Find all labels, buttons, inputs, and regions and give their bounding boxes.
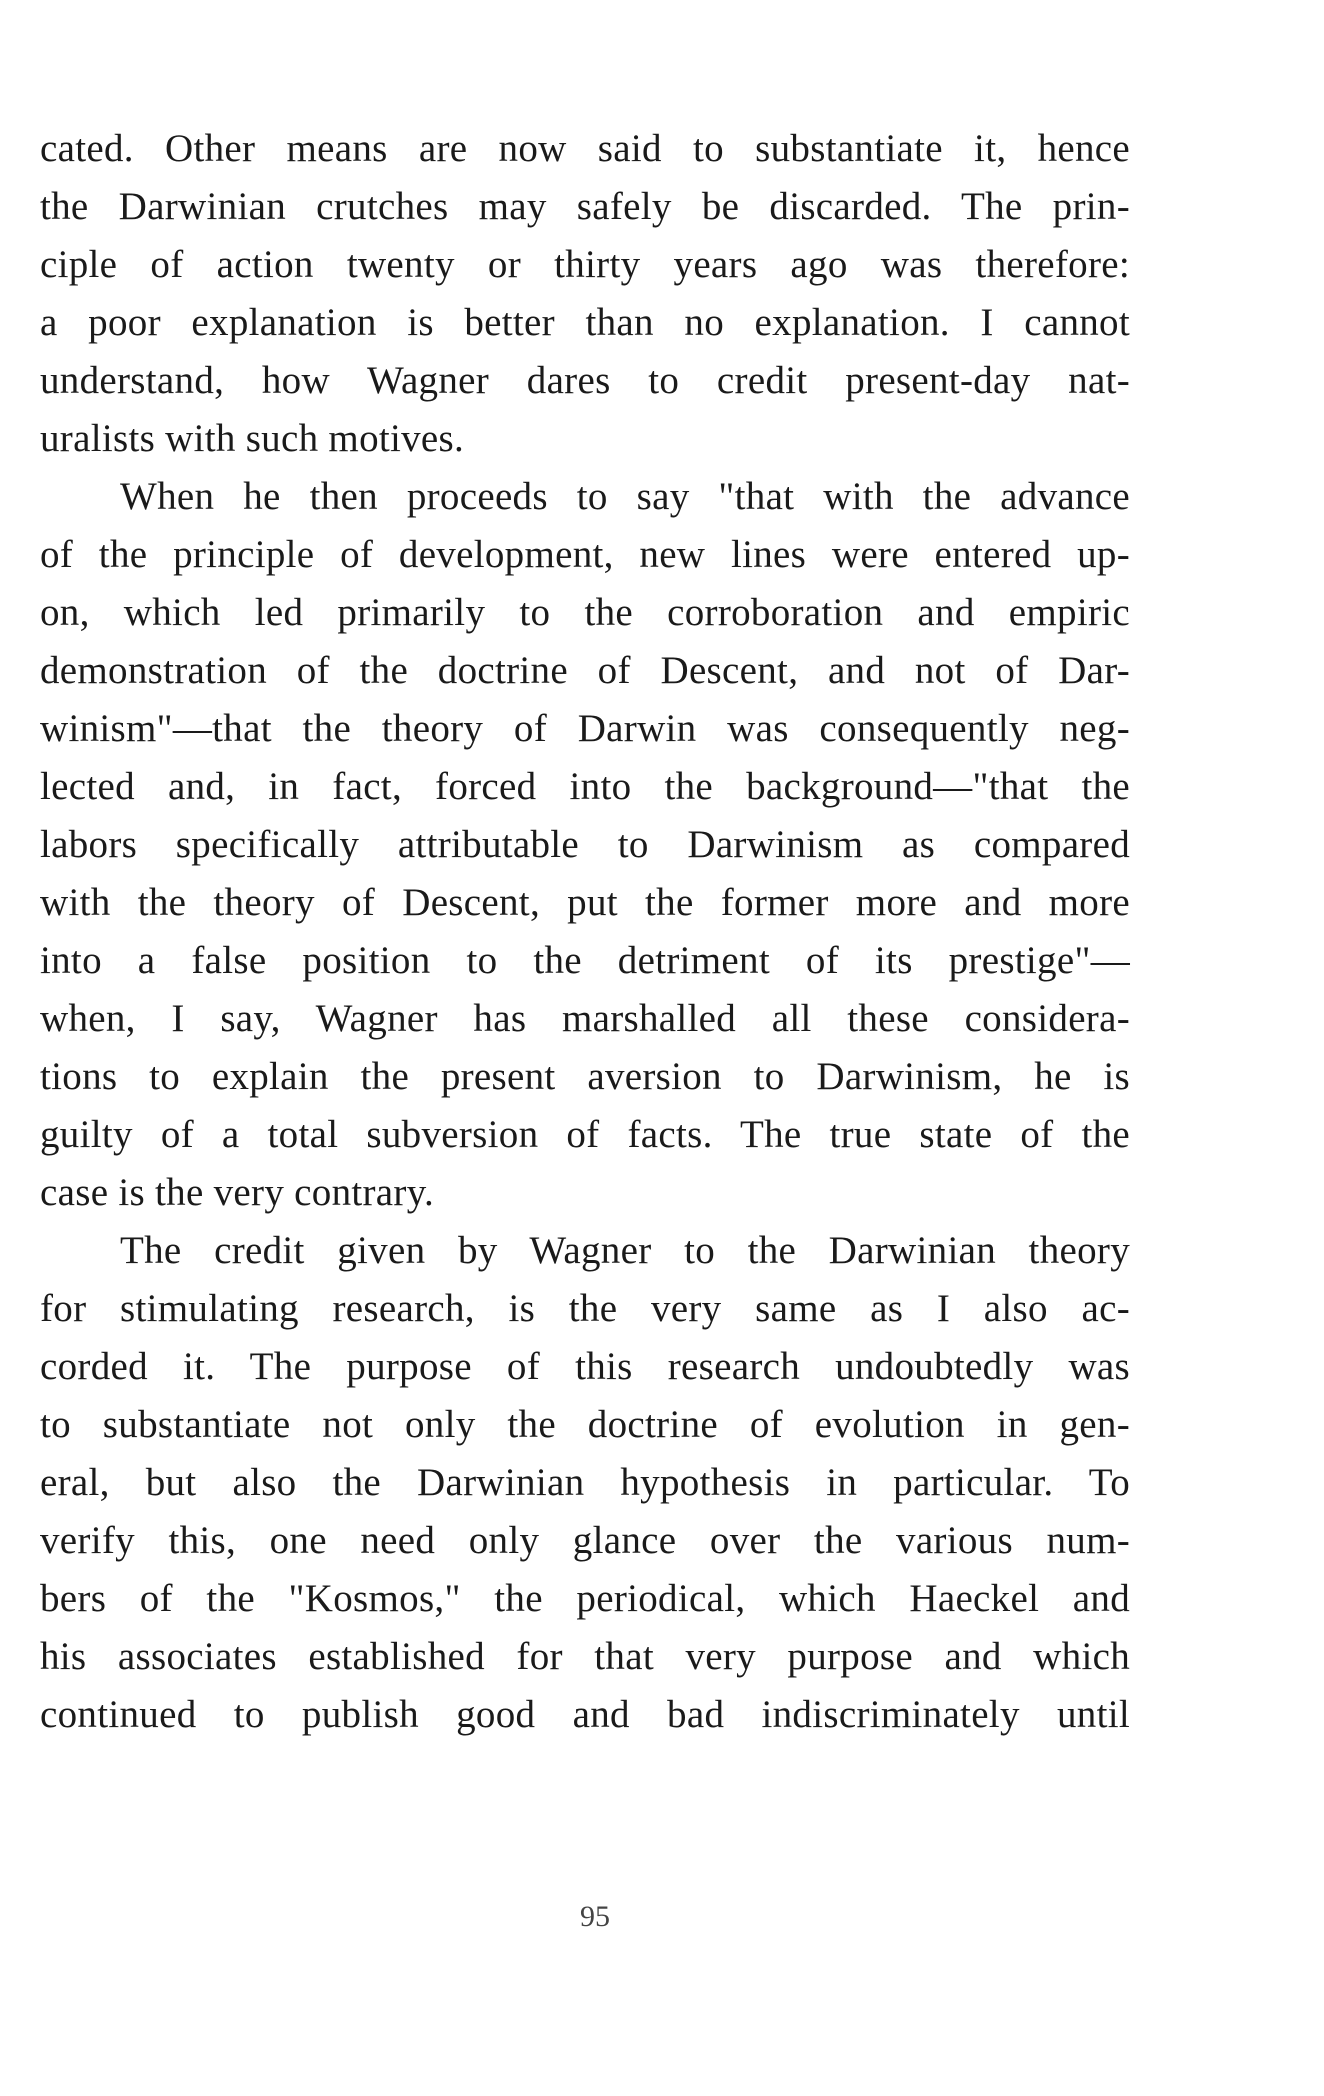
text-line: for stimulating research, is the very same as I also ac- bbox=[40, 1287, 1130, 1330]
text-line: his associates established for that very purpose and which bbox=[40, 1635, 1130, 1678]
text-line: into a false position to the detriment of its prestige"— bbox=[40, 939, 1130, 982]
paragraph-1 bbox=[40, 120, 1130, 468]
text-line: tions to explain the present aversion to Darwinism, he is bbox=[40, 1055, 1130, 1098]
text-line: when, I say, Wagner has marshalled all these considera- bbox=[40, 997, 1130, 1040]
body-text bbox=[40, 120, 1130, 1744]
text-line: the Darwinian crutches may safely be discarded. The prin- bbox=[40, 185, 1130, 228]
text-line: with the theory of Descent, put the former more and more bbox=[40, 881, 1130, 924]
text-line: eral, but also the Darwinian hypothesis in particular. To bbox=[40, 1461, 1130, 1504]
text-line: ciple of action twenty or thirty years ago was therefore: bbox=[40, 243, 1130, 286]
text-line: case is the very contrary. bbox=[40, 1171, 435, 1214]
text-line: understand, how Wagner dares to credit present-day nat- bbox=[40, 359, 1130, 402]
text-line: lected and, in fact, forced into the background—"that the bbox=[40, 765, 1130, 808]
paragraph-2 bbox=[40, 468, 1130, 1222]
text-line: guilty of a total subversion of facts. The true state of the bbox=[40, 1113, 1130, 1156]
page-number: 95 bbox=[580, 1900, 610, 1933]
text-line: winism"—that the theory of Darwin was consequently neg- bbox=[40, 707, 1130, 750]
paragraph-3 bbox=[40, 1222, 1130, 1744]
text-line: of the principle of development, new lines were entered up- bbox=[40, 533, 1130, 576]
text-line: demonstration of the doctrine of Descent, and not of Dar- bbox=[40, 649, 1130, 692]
text-line: corded it. The purpose of this research undoubtedly was bbox=[40, 1345, 1130, 1388]
text-line: labors specifically attributable to Darwinism as compared bbox=[40, 823, 1130, 866]
text-line: cated. Other means are now said to substantiate it, hence bbox=[40, 127, 1130, 170]
text-line: uralists with such motives. bbox=[40, 417, 465, 460]
text-line: bers of the "Kosmos," the periodical, which Haeckel and bbox=[40, 1577, 1130, 1620]
text-line: on, which led primarily to the corroboration and empiric bbox=[40, 591, 1130, 634]
text-line: continued to publish good and bad indiscriminately until bbox=[40, 1693, 1130, 1736]
text-line: verify this, one need only glance over the various num- bbox=[40, 1519, 1130, 1562]
text-line: When he then proceeds to say "that with the advance bbox=[120, 475, 1130, 518]
text-line: to substantiate not only the doctrine of evolution in gen- bbox=[40, 1403, 1130, 1446]
text-line: a poor explanation is better than no explanation. I cannot bbox=[40, 301, 1130, 344]
text-line: The credit given by Wagner to the Darwinian theory bbox=[120, 1229, 1130, 1272]
